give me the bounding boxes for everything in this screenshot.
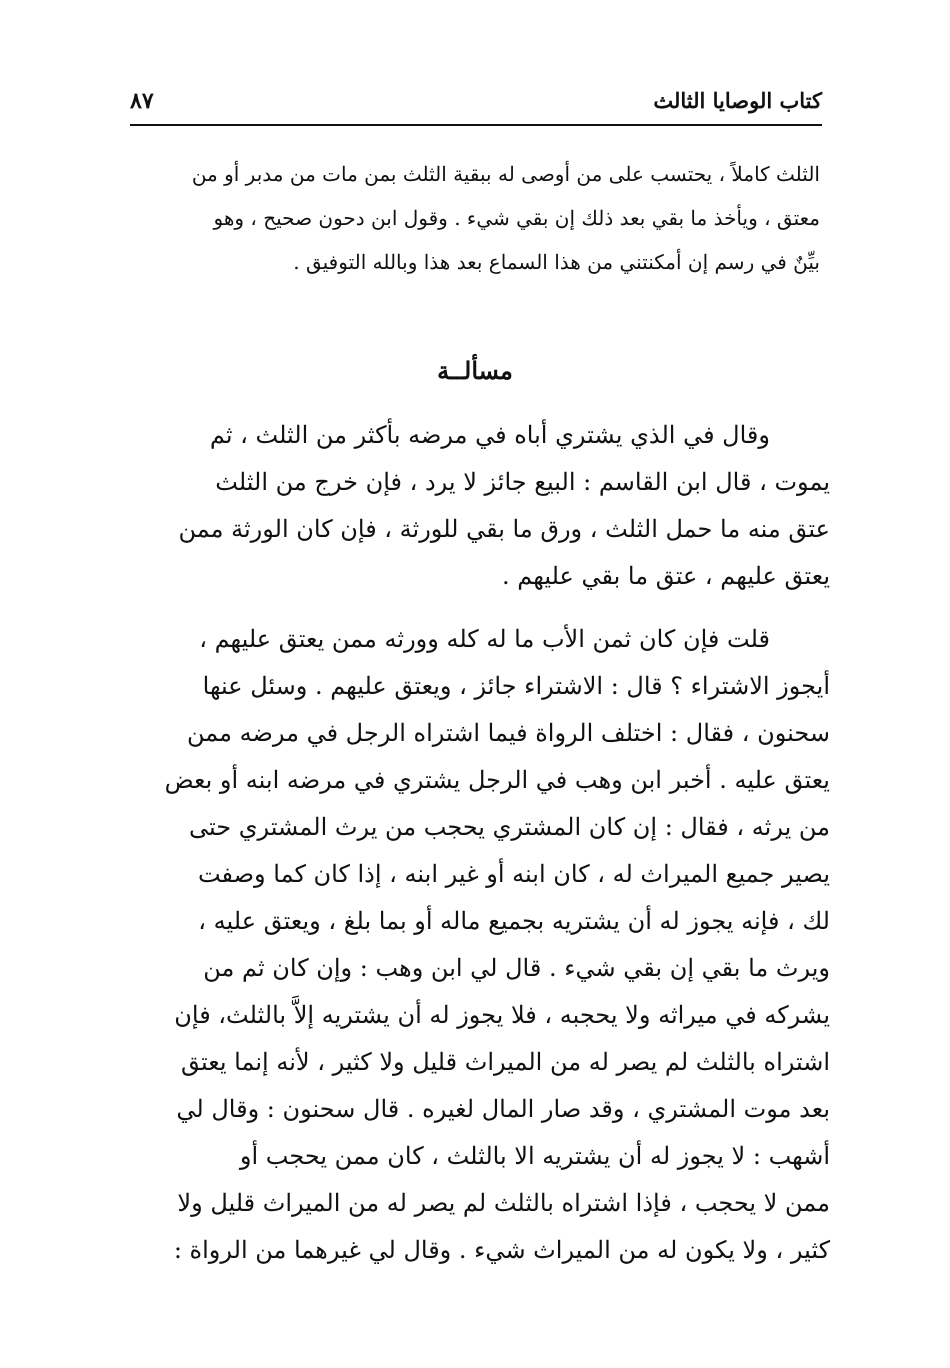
text-line: بعد موت المشتري ، وقد صار المال لغيره . قال سحنون : وقال لي: [176, 1095, 830, 1123]
text-line: يشركه في ميراثه ولا يحجبه ، فلا يجوز له أن يشتريه إلاَّ بالثلث، فإن: [174, 1001, 830, 1029]
paragraph-2: [140, 616, 830, 1274]
intro-paragraph: [132, 152, 820, 284]
text-line: يعتق عليه . أخبر ابن وهب في الرجل يشتري في مرضه ابنه أو بعض: [164, 766, 830, 794]
text-line: معتق ، ويأخذ ما بقي بعد ذلك إن بقي شيء . وقول ابن دحون صحيح ، وهو: [213, 206, 820, 230]
text-line: من يرثه ، فقال : إن كان المشتري يحجب من يرث المشتري حتى: [188, 813, 830, 841]
text-line: عتق منه ما حمل الثلث ، ورق ما بقي للورثة ، فإن كان الورثة ممن: [178, 515, 830, 543]
header-rule: [130, 124, 822, 126]
text-line: كثير ، ولا يكون له من الميراث شيء . وقال لي غيرهما من الرواة :: [173, 1236, 830, 1264]
text-line: الثلث كاملاً ، يحتسب على من أوصى له ببقية الثلث بمن مات من مدبر أو من: [191, 162, 820, 186]
text-line: سحنون ، فقال : اختلف الرواة فيما اشتراه الرجل في مرضه ممن: [186, 719, 830, 747]
text-line: قلت فإن كان ثمن الأب ما له كله وورثه ممن يعتق عليهم ،: [199, 625, 770, 653]
text-line: يصير جميع الميراث له ، كان ابنه أو غير ابنه ، إذا كان كما وصفت: [197, 860, 830, 888]
page-number: ٨٧: [130, 88, 154, 114]
text-line: بيِّنٌ في رسم إن أمكنتني من هذا السماع بعد هذا وبالله التوفيق .: [293, 250, 820, 274]
text-line: ويرث ما بقي إن بقي شيء . قال لي ابن وهب : وإن كان ثم من: [203, 954, 830, 982]
text-line: لك ، فإنه يجوز له أن يشتريه بجميع ماله أو بما بلغ ، ويعتق عليه ،: [198, 907, 830, 935]
section-heading: مسألــة: [437, 356, 513, 385]
book-title: كتاب الوصايا الثالث: [653, 88, 822, 113]
text-line: وقال في الذي يشتري أباه في مرضه بأكثر من الثلث ، ثم: [209, 421, 770, 449]
paragraph-1: [140, 412, 830, 600]
text-line: أيجوز الاشتراء ؟ قال : الاشتراء جائز ، ويعتق عليهم . وسئل عنها: [202, 672, 830, 700]
text-line: يعتق عليهم ، عتق ما بقي عليهم .: [502, 562, 830, 590]
text-line: يموت ، قال ابن القاسم : البيع جائز لا يرد ، فإن خرج من الثلث: [215, 468, 830, 496]
page-header: [130, 82, 822, 122]
text-line: اشتراه بالثلث لم يصر له من الميراث قليل ولا كثير ، لأنه إنما يعتق: [181, 1048, 830, 1076]
text-line: ممن لا يحجب ، فإذا اشتراه بالثلث لم يصر له من الميراث قليل ولا: [177, 1189, 830, 1217]
text-line: أشهب : لا يجوز له أن يشتريه الا بالثلث ، كان ممن يحجب أو: [239, 1142, 830, 1170]
